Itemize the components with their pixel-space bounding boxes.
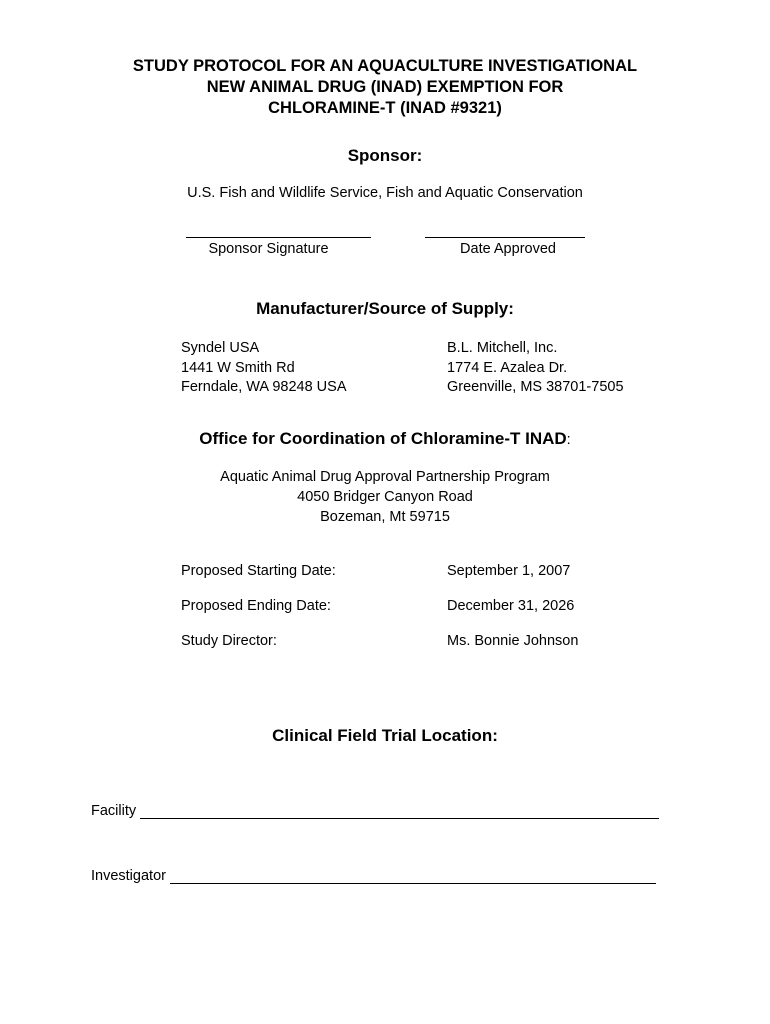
title-line-3: CHLORAMINE-T (INAD #9321): [268, 99, 502, 117]
facility-input-line[interactable]: [140, 804, 659, 819]
manufacturer-left-address: [181, 339, 347, 398]
start-date-value: September 1, 2007: [447, 563, 571, 579]
sponsor-name: U.S. Fish and Wildlife Service, Fish and Aquatic Conservation: [187, 185, 583, 201]
study-director-value: Ms. Bonnie Johnson: [447, 633, 579, 649]
office-heading-colon: :: [566, 432, 571, 448]
investigator-row: [91, 868, 656, 884]
date-approved-line[interactable]: [425, 237, 585, 238]
manufacturer-right-name: B.L. Mitchell, Inc.: [447, 340, 558, 356]
facility-label: Facility: [91, 803, 137, 819]
start-date-label: Proposed Starting Date:: [181, 563, 336, 579]
manufacturer-heading: Manufacturer/Source of Supply:: [256, 299, 514, 318]
sponsor-heading: Sponsor:: [347, 146, 423, 165]
field-trial-heading: Clinical Field Trial Location:: [272, 726, 498, 745]
facility-row: [91, 803, 659, 819]
document-title: [0, 56, 770, 119]
office-heading: Office for Coordination of Chloramine-T INAD: [199, 429, 567, 448]
office-line-3: Bozeman, Mt 59715: [320, 509, 450, 525]
investigator-label: Investigator: [91, 868, 166, 884]
date-approved-label: Date Approved: [460, 241, 556, 257]
manufacturer-left-street: 1441 W Smith Rd: [181, 359, 295, 376]
title-line-1: STUDY PROTOCOL FOR AN AQUACULTURE INVESTIGATIONAL: [132, 57, 638, 75]
study-director-label: Study Director:: [181, 633, 277, 649]
manufacturer-right-city: Greenville, MS 38701-7505: [447, 379, 624, 395]
investigator-input-line[interactable]: [170, 869, 656, 884]
manufacturer-right-street: 1774 E. Azalea Dr.: [447, 359, 568, 376]
office-line-1: Aquatic Animal Drug Approval Partnership Program: [220, 469, 550, 485]
office-address: [0, 467, 770, 527]
manufacturer-right-address: [447, 339, 624, 398]
end-date-label: Proposed Ending Date:: [181, 598, 331, 614]
manufacturer-left-name: Syndel USA: [181, 340, 260, 356]
sponsor-signature-line[interactable]: [186, 237, 371, 238]
sponsor-signature-label: Sponsor Signature: [208, 241, 329, 257]
office-heading-wrap: [0, 429, 770, 449]
office-line-2: 4050 Bridger Canyon Road: [297, 489, 473, 505]
end-date-value: December 31, 2026: [447, 598, 575, 614]
title-line-2: NEW ANIMAL DRUG (INAD) EXEMPTION FOR: [206, 78, 564, 96]
manufacturer-left-city: Ferndale, WA 98248 USA: [181, 379, 347, 395]
